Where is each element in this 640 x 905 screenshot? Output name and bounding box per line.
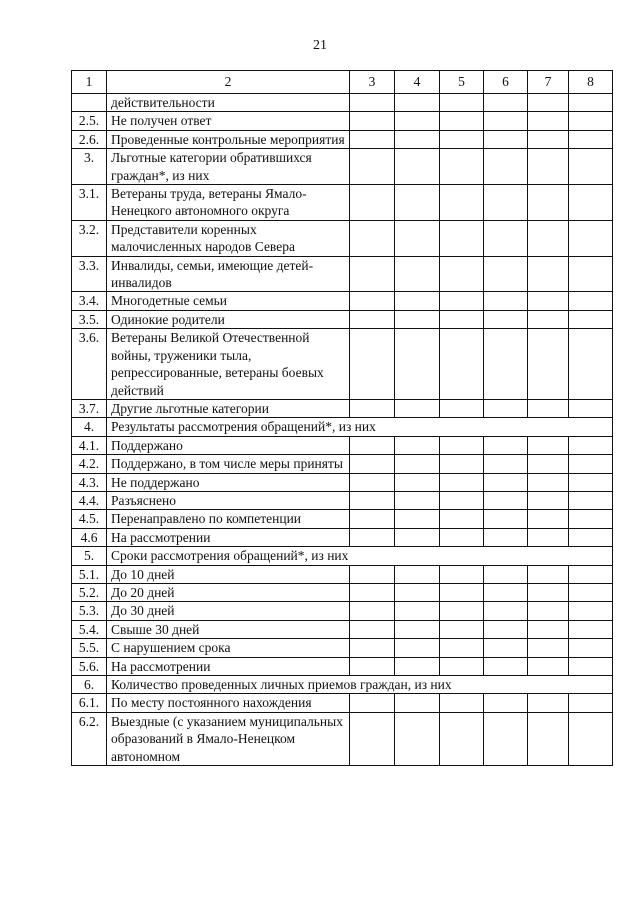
value-cell-col3[interactable] [350, 220, 395, 256]
value-cell-col5[interactable] [440, 329, 484, 400]
value-cell-col4[interactable] [395, 436, 440, 454]
row-label: На рассмотрении [107, 657, 350, 675]
table-row [72, 639, 613, 657]
table-row [72, 455, 613, 473]
value-cell-col3[interactable] [350, 256, 395, 292]
value-cell-col8[interactable] [569, 583, 613, 601]
value-cell-col3[interactable] [350, 565, 395, 583]
value-cell-col5[interactable] [440, 694, 484, 712]
value-cell-col3[interactable] [350, 112, 395, 130]
value-cell-col5[interactable] [440, 583, 484, 601]
value-cell-col5[interactable] [440, 491, 484, 509]
value-cell-col5[interactable] [440, 185, 484, 221]
column-header: 3 [350, 71, 395, 94]
value-cell-col5[interactable] [440, 620, 484, 638]
value-cell-col3[interactable] [350, 130, 395, 148]
row-number: 3.4. [72, 292, 107, 310]
value-cell-col4[interactable] [395, 510, 440, 528]
value-cell-col4[interactable] [395, 491, 440, 509]
value-cell-col7[interactable] [528, 583, 569, 601]
value-cell-col8[interactable] [569, 220, 613, 256]
value-cell-col4[interactable] [395, 185, 440, 221]
value-cell-col5[interactable] [440, 310, 484, 328]
row-label: действительности [107, 94, 350, 112]
value-cell-col4[interactable] [395, 149, 440, 185]
value-cell-col4[interactable] [395, 256, 440, 292]
row-label: Одинокие родители [107, 310, 350, 328]
value-cell-col4[interactable] [395, 473, 440, 491]
value-cell-col6[interactable] [484, 657, 528, 675]
value-cell-col3[interactable] [350, 639, 395, 657]
row-number: 4. [72, 418, 107, 436]
row-label: До 20 дней [107, 583, 350, 601]
row-number: 6.1. [72, 694, 107, 712]
row-label: Представители коренных малочисленных народов Севера [107, 220, 350, 256]
value-cell-col8[interactable] [569, 292, 613, 310]
row-label: Ветераны Великой Отечественной войны, труженики тыла, репрессированные, ветераны боевых действий [107, 329, 350, 400]
table-row [72, 185, 613, 221]
value-cell-col3[interactable] [350, 694, 395, 712]
value-cell-col4[interactable] [395, 310, 440, 328]
value-cell-col3[interactable] [350, 149, 395, 185]
value-cell-col3[interactable] [350, 602, 395, 620]
row-number: 3.7. [72, 399, 107, 417]
row-number: 2.5. [72, 112, 107, 130]
row-number: 5. [72, 547, 107, 565]
table-row [72, 130, 613, 148]
value-cell-col7[interactable] [528, 149, 569, 185]
value-cell-col6[interactable] [484, 565, 528, 583]
table-row [72, 491, 613, 509]
value-cell-col8[interactable] [569, 620, 613, 638]
row-label: Другие льготные категории [107, 399, 350, 417]
value-cell-col3[interactable] [350, 436, 395, 454]
row-label: На рассмотрении [107, 528, 350, 546]
row-label: Поддержано, в том числе меры приняты [107, 455, 350, 473]
row-number: 6.2. [72, 712, 107, 765]
value-cell-col7[interactable] [528, 510, 569, 528]
value-cell-col6[interactable] [484, 220, 528, 256]
value-cell-col4[interactable] [395, 292, 440, 310]
value-cell-col3[interactable] [350, 528, 395, 546]
row-label: Инвалиды, семьи, имеющие детей-инвалидов [107, 256, 350, 292]
value-cell-col6[interactable] [484, 694, 528, 712]
section-row [72, 676, 613, 694]
row-number: 5.3. [72, 602, 107, 620]
value-cell-col7[interactable] [528, 329, 569, 400]
value-cell-col6[interactable] [484, 256, 528, 292]
value-cell-col4[interactable] [395, 130, 440, 148]
column-header: 6 [484, 71, 528, 94]
row-label: Проведенные контрольные мероприятия [107, 130, 350, 148]
value-cell-col3[interactable] [350, 473, 395, 491]
value-cell-col7[interactable] [528, 528, 569, 546]
table-row [72, 310, 613, 328]
row-number: 5.1. [72, 565, 107, 583]
value-cell-col8[interactable] [569, 602, 613, 620]
table-row [72, 256, 613, 292]
value-cell-col4[interactable] [395, 112, 440, 130]
table-row [72, 112, 613, 130]
value-cell-col6[interactable] [484, 620, 528, 638]
value-cell-col5[interactable] [440, 292, 484, 310]
value-cell-col5[interactable] [440, 639, 484, 657]
value-cell-col8[interactable] [569, 694, 613, 712]
value-cell-col4[interactable] [395, 565, 440, 583]
column-header: 7 [528, 71, 569, 94]
header-row [72, 71, 613, 94]
value-cell-col6[interactable] [484, 185, 528, 221]
value-cell-col8[interactable] [569, 473, 613, 491]
value-cell-col6[interactable] [484, 491, 528, 509]
row-number: 5.5. [72, 639, 107, 657]
section-row [72, 547, 613, 565]
value-cell-col7[interactable] [528, 657, 569, 675]
value-cell-col3[interactable] [350, 292, 395, 310]
table-row [72, 694, 613, 712]
value-cell-col8[interactable] [569, 256, 613, 292]
value-cell-col7[interactable] [528, 256, 569, 292]
table-row [72, 399, 613, 417]
value-cell-col3[interactable] [350, 399, 395, 417]
value-cell-col7[interactable] [528, 602, 569, 620]
value-cell-col3[interactable] [350, 491, 395, 509]
value-cell-col6[interactable] [484, 112, 528, 130]
value-cell-col3[interactable] [350, 310, 395, 328]
value-cell-col5[interactable] [440, 510, 484, 528]
row-label: Сроки рассмотрения обращений*, из них [107, 547, 613, 565]
row-number: 2.6. [72, 130, 107, 148]
value-cell-col3[interactable] [350, 185, 395, 221]
value-cell-col4[interactable] [395, 455, 440, 473]
row-label: Свыше 30 дней [107, 620, 350, 638]
value-cell-col4[interactable] [395, 657, 440, 675]
row-number: 4.4. [72, 491, 107, 509]
value-cell-col7[interactable] [528, 112, 569, 130]
table-row [72, 602, 613, 620]
value-cell-col8[interactable] [569, 528, 613, 546]
value-cell-col7[interactable] [528, 455, 569, 473]
value-cell-col4[interactable] [395, 94, 440, 112]
row-label: Не поддержано [107, 473, 350, 491]
table-row [72, 620, 613, 638]
value-cell-col4[interactable] [395, 694, 440, 712]
value-cell-col5[interactable] [440, 473, 484, 491]
row-number: 3. [72, 149, 107, 185]
report-form-table [71, 70, 613, 766]
value-cell-col3[interactable] [350, 712, 395, 765]
section-row [72, 418, 613, 436]
row-number: 4.3. [72, 473, 107, 491]
value-cell-col7[interactable] [528, 310, 569, 328]
value-cell-col8[interactable] [569, 94, 613, 112]
value-cell-col7[interactable] [528, 220, 569, 256]
table-row [72, 657, 613, 675]
value-cell-col7[interactable] [528, 473, 569, 491]
value-cell-col5[interactable] [440, 94, 484, 112]
value-cell-col8[interactable] [569, 510, 613, 528]
row-number: 3.6. [72, 329, 107, 400]
value-cell-col7[interactable] [528, 292, 569, 310]
row-label: Количество проведенных личных приемов граждан, из них [107, 676, 613, 694]
row-number: 5.2. [72, 583, 107, 601]
row-label: С нарушением срока [107, 639, 350, 657]
column-header: 5 [440, 71, 484, 94]
row-label: Ветераны труда, ветераны Ямало-Ненецкого автономного округа [107, 185, 350, 221]
row-number: 4.6 [72, 528, 107, 546]
value-cell-col7[interactable] [528, 491, 569, 509]
column-header: 8 [569, 71, 613, 94]
row-number: 3.2. [72, 220, 107, 256]
value-cell-col3[interactable] [350, 620, 395, 638]
value-cell-col6[interactable] [484, 639, 528, 657]
value-cell-col4[interactable] [395, 528, 440, 546]
value-cell-col6[interactable] [484, 510, 528, 528]
value-cell-col5[interactable] [440, 256, 484, 292]
value-cell-col7[interactable] [528, 94, 569, 112]
value-cell-col7[interactable] [528, 694, 569, 712]
value-cell-col3[interactable] [350, 583, 395, 601]
value-cell-col6[interactable] [484, 149, 528, 185]
value-cell-col6[interactable] [484, 329, 528, 400]
row-number: 3.3. [72, 256, 107, 292]
table-row [72, 510, 613, 528]
value-cell-col5[interactable] [440, 112, 484, 130]
value-cell-col7[interactable] [528, 399, 569, 417]
column-header: 4 [395, 71, 440, 94]
row-number: 3.5. [72, 310, 107, 328]
value-cell-col8[interactable] [569, 639, 613, 657]
column-header: 2 [107, 71, 350, 94]
row-number: 4.5. [72, 510, 107, 528]
value-cell-col7[interactable] [528, 565, 569, 583]
value-cell-col4[interactable] [395, 583, 440, 601]
value-cell-col3[interactable] [350, 510, 395, 528]
value-cell-col6[interactable] [484, 310, 528, 328]
table-row [72, 149, 613, 185]
value-cell-col6[interactable] [484, 583, 528, 601]
table-row [72, 565, 613, 583]
value-cell-col8[interactable] [569, 185, 613, 221]
value-cell-col4[interactable] [395, 639, 440, 657]
value-cell-col8[interactable] [569, 130, 613, 148]
value-cell-col3[interactable] [350, 455, 395, 473]
value-cell-col4[interactable] [395, 329, 440, 400]
value-cell-col8[interactable] [569, 310, 613, 328]
value-cell-col8[interactable] [569, 455, 613, 473]
table-row [72, 583, 613, 601]
table-row [72, 94, 613, 112]
value-cell-col8[interactable] [569, 112, 613, 130]
value-cell-col8[interactable] [569, 399, 613, 417]
value-cell-col8[interactable] [569, 657, 613, 675]
table-row [72, 292, 613, 310]
page-number: 21 [313, 38, 327, 53]
value-cell-col8[interactable] [569, 491, 613, 509]
value-cell-col7[interactable] [528, 185, 569, 221]
value-cell-col4[interactable] [395, 712, 440, 765]
row-label: Поддержано [107, 436, 350, 454]
row-label: Многодетные семьи [107, 292, 350, 310]
value-cell-col6[interactable] [484, 399, 528, 417]
row-number: 4.2. [72, 455, 107, 473]
value-cell-col5[interactable] [440, 657, 484, 675]
row-number [72, 94, 107, 112]
value-cell-col8[interactable] [569, 712, 613, 765]
row-label: Льготные категории обратившихся граждан*, из них [107, 149, 350, 185]
table-body [72, 71, 613, 766]
row-label: Не получен ответ [107, 112, 350, 130]
row-number: 3.1. [72, 185, 107, 221]
value-cell-col8[interactable] [569, 149, 613, 185]
value-cell-col5[interactable] [440, 149, 484, 185]
value-cell-col4[interactable] [395, 399, 440, 417]
value-cell-col3[interactable] [350, 94, 395, 112]
table-row [72, 528, 613, 546]
value-cell-col7[interactable] [528, 620, 569, 638]
value-cell-col7[interactable] [528, 436, 569, 454]
column-header: 1 [72, 71, 107, 94]
row-label: Перенаправлено по компетенции [107, 510, 350, 528]
value-cell-col7[interactable] [528, 639, 569, 657]
value-cell-col4[interactable] [395, 620, 440, 638]
value-cell-col6[interactable] [484, 473, 528, 491]
value-cell-col4[interactable] [395, 220, 440, 256]
value-cell-col5[interactable] [440, 455, 484, 473]
row-label: Результаты рассмотрения обращений*, из них [107, 418, 613, 436]
value-cell-col6[interactable] [484, 455, 528, 473]
value-cell-col5[interactable] [440, 399, 484, 417]
value-cell-col6[interactable] [484, 436, 528, 454]
value-cell-col5[interactable] [440, 436, 484, 454]
value-cell-col5[interactable] [440, 220, 484, 256]
row-number: 6. [72, 676, 107, 694]
table-row [72, 436, 613, 454]
table-row [72, 712, 613, 765]
value-cell-col6[interactable] [484, 292, 528, 310]
table-row [72, 473, 613, 491]
value-cell-col6[interactable] [484, 712, 528, 765]
row-number: 5.6. [72, 657, 107, 675]
table-row [72, 329, 613, 400]
value-cell-col5[interactable] [440, 712, 484, 765]
row-number: 5.4. [72, 620, 107, 638]
value-cell-col8[interactable] [569, 565, 613, 583]
row-label: Выездные (с указанием муниципальных образований в Ямало-Ненецком автономном [107, 712, 350, 765]
value-cell-col5[interactable] [440, 130, 484, 148]
value-cell-col6[interactable] [484, 602, 528, 620]
value-cell-col8[interactable] [569, 329, 613, 400]
row-label: До 10 дней [107, 565, 350, 583]
value-cell-col7[interactable] [528, 712, 569, 765]
value-cell-col5[interactable] [440, 565, 484, 583]
value-cell-col5[interactable] [440, 602, 484, 620]
row-label: По месту постоянного нахождения [107, 694, 350, 712]
value-cell-col4[interactable] [395, 602, 440, 620]
value-cell-col6[interactable] [484, 528, 528, 546]
row-number: 4.1. [72, 436, 107, 454]
row-label: До 30 дней [107, 602, 350, 620]
value-cell-col7[interactable] [528, 130, 569, 148]
value-cell-col8[interactable] [569, 436, 613, 454]
value-cell-col6[interactable] [484, 130, 528, 148]
table-row [72, 220, 613, 256]
value-cell-col6[interactable] [484, 94, 528, 112]
value-cell-col3[interactable] [350, 329, 395, 400]
value-cell-col5[interactable] [440, 528, 484, 546]
value-cell-col3[interactable] [350, 657, 395, 675]
row-label: Разъяснено [107, 491, 350, 509]
